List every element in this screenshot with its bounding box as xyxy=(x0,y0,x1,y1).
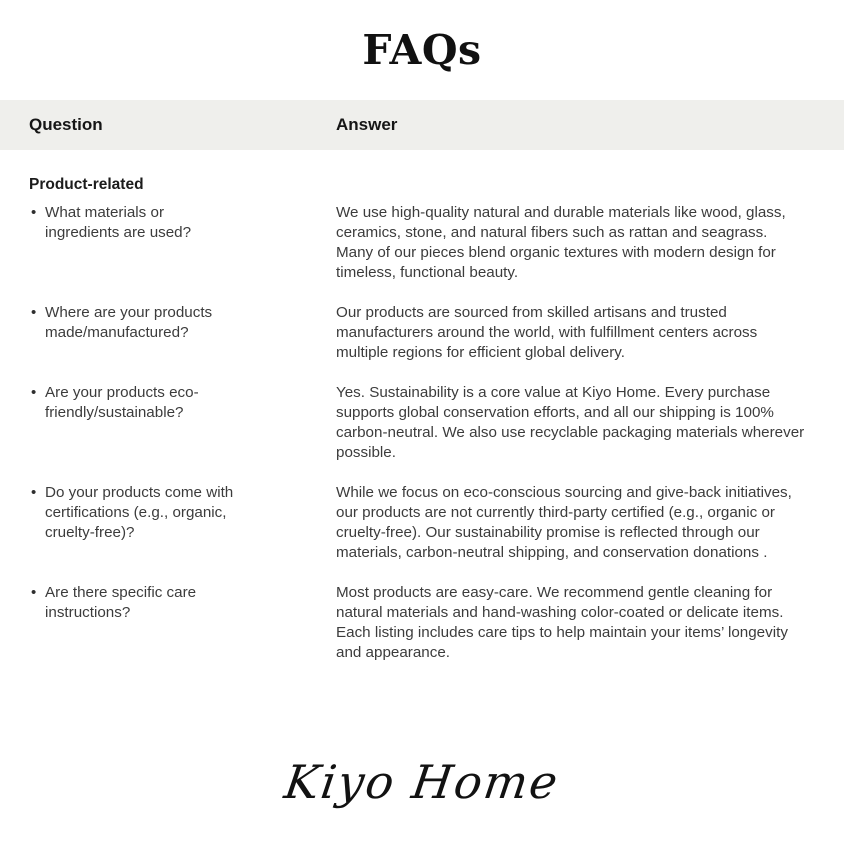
question-cell xyxy=(29,383,336,423)
question-text: Do your products come with certifications (e.g., organic, cruelty-free)? xyxy=(45,484,234,541)
column-header-answer: Answer xyxy=(336,115,398,134)
answer-text: Our products are sourced from skilled artisans and trusted manufacturers around the world, with fulfillment centers across multiple regions for efficient global delivery. xyxy=(336,304,758,361)
table-row xyxy=(29,203,800,283)
answer-text: We use high-quality natural and durable materials like wood, glass, ceramics, stone, and natural fibers such as rattan and seagrass. Many of our pieces blend organic textures with modern design for timeless, functional beauty. xyxy=(336,204,786,281)
bullet-icon: • xyxy=(31,304,37,321)
faq-page xyxy=(0,24,844,844)
brand-logo: Kiyo Home xyxy=(281,755,563,809)
table-row xyxy=(29,583,800,663)
answer-text: While we focus on eco-conscious sourcing and give-back initiatives, our products are not currently third-party certified (e.g., organic or cruelty-free). Our sustainability promise is reflected through our materials, carbon-neutral shipping, and conservation donations . xyxy=(336,484,792,561)
faq-rows xyxy=(29,203,805,663)
bullet-icon: • xyxy=(31,584,37,601)
bullet-icon: • xyxy=(31,384,37,401)
table-header-row xyxy=(0,100,844,150)
bullet-icon: • xyxy=(31,484,37,501)
page-title: FAQs xyxy=(362,26,482,74)
question-cell xyxy=(29,583,336,623)
answer-text: Most products are easy-care. We recommend gentle cleaning for natural materials and hand-washing color-coated or delicate items. Each listing includes care tips to help maintain your items’ longevity and appearance. xyxy=(336,584,788,661)
column-header-question: Question xyxy=(29,115,103,134)
question-text: Where are your products made/manufactured? xyxy=(45,304,213,341)
question-text: Are there specific care instructions? xyxy=(45,584,197,621)
question-text: What materials or ingredients are used? xyxy=(45,204,192,241)
bullet-icon: • xyxy=(31,204,37,221)
table-row xyxy=(29,483,800,563)
question-cell xyxy=(29,483,336,543)
answer-text: Yes. Sustainability is a core value at Kiyo Home. Every purchase supports global conservation efforts, and all our shipping is 100% carbon-neutral. We also use recyclable packaging materials wherever possible. xyxy=(336,384,805,461)
faq-content xyxy=(0,175,844,663)
section-heading: Product-related xyxy=(29,176,144,193)
question-cell xyxy=(29,203,336,243)
table-row xyxy=(29,303,800,363)
question-cell xyxy=(29,303,336,343)
table-row xyxy=(29,383,805,463)
question-text: Are your products eco-friendly/sustainable? xyxy=(45,384,199,421)
